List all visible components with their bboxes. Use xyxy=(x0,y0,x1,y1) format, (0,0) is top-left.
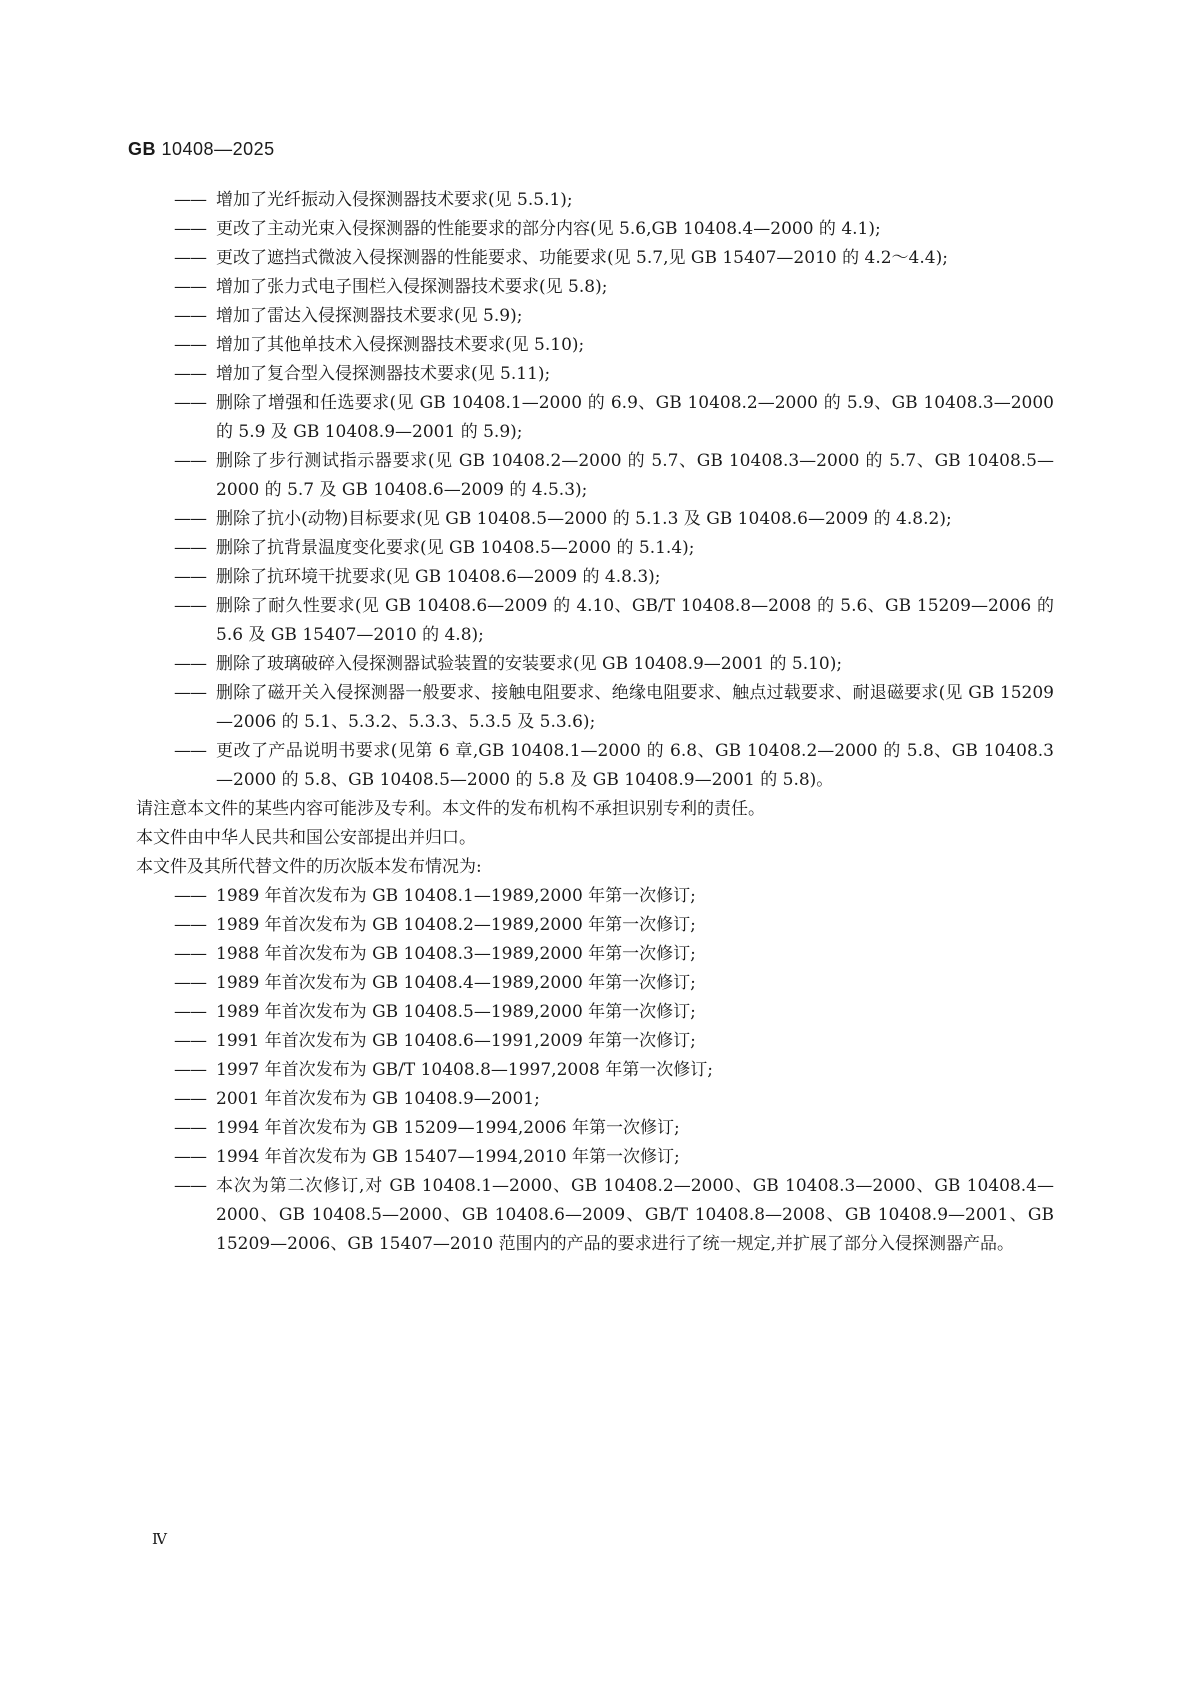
item-dash: —— xyxy=(174,190,206,210)
standard-number: 10408—2025 xyxy=(161,139,275,159)
history-text: 1994 年首次发布为 GB 15407—1994,2010 年第一次修订; xyxy=(216,1147,680,1167)
history-text: 1989 年首次发布为 GB 10408.4—1989,2000 年第一次修订; xyxy=(216,973,696,993)
history-item xyxy=(174,1143,1054,1172)
page-header xyxy=(128,139,275,160)
change-item xyxy=(174,447,1054,505)
item-dash: —— xyxy=(174,944,206,964)
change-text: 删除了磁开关入侵探测器一般要求、接触电阻要求、绝缘电阻要求、触点过载要求、耐退磁要求(见 GB 15209—2006 的 5.1、5.3.2、5.3.3、5.3.5 及 5.3.6); xyxy=(216,683,1054,732)
item-dash: —— xyxy=(174,393,206,413)
change-item xyxy=(174,186,1054,215)
item-dash: —— xyxy=(174,306,206,326)
history-text: 2001 年首次发布为 GB 10408.9—2001; xyxy=(216,1089,540,1109)
item-dash: —— xyxy=(174,1176,206,1196)
history-list xyxy=(174,882,1054,1259)
change-text: 删除了抗小(动物)目标要求(见 GB 10408.5—2000 的 5.1.3 及 GB 10408.6—2009 的 4.8.2); xyxy=(216,509,952,529)
document-body xyxy=(136,186,1054,1259)
change-text: 删除了步行测试指示器要求(见 GB 10408.2—2000 的 5.7、GB 10408.3—2000 的 5.7、GB 10408.5—2000 的 5.7 及 GB 10408.6—2009 的 4.5.3); xyxy=(216,451,1054,500)
history-item xyxy=(174,1172,1054,1259)
history-item xyxy=(174,1056,1054,1085)
item-dash: —— xyxy=(174,538,206,558)
page-number: Ⅳ xyxy=(152,1530,167,1548)
item-dash: —— xyxy=(174,219,206,239)
item-dash: —— xyxy=(174,335,206,355)
change-text: 增加了张力式电子围栏入侵探测器技术要求(见 5.8); xyxy=(216,277,608,297)
change-item xyxy=(174,360,1054,389)
item-dash: —— xyxy=(174,596,206,616)
change-text: 增加了光纤振动入侵探测器技术要求(见 5.5.1); xyxy=(216,190,573,210)
item-dash: —— xyxy=(174,364,206,384)
item-dash: —— xyxy=(174,1118,206,1138)
item-dash: —— xyxy=(174,886,206,906)
change-text: 删除了玻璃破碎入侵探测器试验装置的安装要求(见 GB 10408.9—2001 的 5.10); xyxy=(216,654,843,674)
patent-notice: 请注意本文件的某些内容可能涉及专利。本文件的发布机构不承担识别专利的责任。 xyxy=(136,799,765,819)
history-item xyxy=(174,998,1054,1027)
change-item xyxy=(174,737,1054,795)
change-text: 增加了雷达入侵探测器技术要求(见 5.9); xyxy=(216,306,523,326)
history-item xyxy=(174,969,1054,998)
change-item xyxy=(174,244,1054,273)
change-item xyxy=(174,331,1054,360)
history-text: 本次为第二次修订,对 GB 10408.1—2000、GB 10408.2—2000、GB 10408.3—2000、GB 10408.4—2000、GB 10408.5—2000、GB 10408.6—2009、GB/T 10408.8—2008、GB 10408.9—2001、GB 15209—2006、GB 15407—2010 范围内的产品的要求进行了统一规定,并扩展了部分入侵探测器产品。 xyxy=(216,1176,1054,1254)
change-text: 删除了抗环境干扰要求(见 GB 10408.6—2009 的 4.8.3); xyxy=(216,567,661,587)
history-text: 1991 年首次发布为 GB 10408.6—1991,2009 年第一次修订; xyxy=(216,1031,696,1051)
history-item xyxy=(174,940,1054,969)
change-item xyxy=(174,650,1054,679)
item-dash: —— xyxy=(174,277,206,297)
history-intro: 本文件及其所代替文件的历次版本发布情况为: xyxy=(136,857,482,877)
history-text: 1989 年首次发布为 GB 10408.2—1989,2000 年第一次修订; xyxy=(216,915,696,935)
standard-code: GB xyxy=(128,139,156,159)
history-item xyxy=(174,1027,1054,1056)
item-dash: —— xyxy=(174,973,206,993)
change-item xyxy=(174,679,1054,737)
item-dash: —— xyxy=(174,509,206,529)
history-item xyxy=(174,1085,1054,1114)
history-text: 1994 年首次发布为 GB 15209—1994,2006 年第一次修订; xyxy=(216,1118,680,1138)
change-text: 删除了抗背景温度变化要求(见 GB 10408.5—2000 的 5.1.4); xyxy=(216,538,695,558)
change-text: 删除了增强和任选要求(见 GB 10408.1—2000 的 6.9、GB 10408.2—2000 的 5.9、GB 10408.3—2000 的 5.9 及 GB 10408.9—2001 的 5.9); xyxy=(216,393,1054,442)
change-text: 更改了主动光束入侵探测器的性能要求的部分内容(见 5.6,GB 10408.4—2000 的 4.1); xyxy=(216,219,881,239)
item-dash: —— xyxy=(174,1031,206,1051)
change-item xyxy=(174,302,1054,331)
change-item xyxy=(174,505,1054,534)
change-item xyxy=(174,592,1054,650)
change-text: 增加了复合型入侵探测器技术要求(见 5.11); xyxy=(216,364,551,384)
change-text: 增加了其他单技术入侵探测器技术要求(见 5.10); xyxy=(216,335,585,355)
item-dash: —— xyxy=(174,248,206,268)
change-item xyxy=(174,534,1054,563)
item-dash: —— xyxy=(174,1002,206,1022)
history-item xyxy=(174,911,1054,940)
history-item xyxy=(174,1114,1054,1143)
item-dash: —— xyxy=(174,1060,206,1080)
item-dash: —— xyxy=(174,654,206,674)
change-text: 更改了产品说明书要求(见第 6 章,GB 10408.1—2000 的 6.8、GB 10408.2—2000 的 5.8、GB 10408.3—2000 的 5.8、GB 10408.5—2000 的 5.8 及 GB 10408.9—2001 的 5.8)。 xyxy=(216,741,1054,790)
history-text: 1989 年首次发布为 GB 10408.1—1989,2000 年第一次修订; xyxy=(216,886,696,906)
item-dash: —— xyxy=(174,451,206,471)
change-item xyxy=(174,563,1054,592)
change-text: 删除了耐久性要求(见 GB 10408.6—2009 的 4.10、GB/T 10408.8—2008 的 5.6、GB 15209—2006 的 5.6 及 GB 15407—2010 的 4.8); xyxy=(216,596,1054,645)
history-text: 1989 年首次发布为 GB 10408.5—1989,2000 年第一次修订; xyxy=(216,1002,696,1022)
item-dash: —— xyxy=(174,1089,206,1109)
history-text: 1997 年首次发布为 GB/T 10408.8—1997,2008 年第一次修订; xyxy=(216,1060,713,1080)
history-item xyxy=(174,882,1054,911)
item-dash: —— xyxy=(174,683,206,703)
item-dash: —— xyxy=(174,741,206,761)
change-text: 更改了遮挡式微波入侵探测器的性能要求、功能要求(见 5.7,见 GB 15407—2010 的 4.2～4.4); xyxy=(216,248,948,268)
proposer-statement: 本文件由中华人民共和国公安部提出并归口。 xyxy=(136,828,476,848)
change-item xyxy=(174,389,1054,447)
change-item xyxy=(174,215,1054,244)
change-list xyxy=(174,186,1054,795)
change-item xyxy=(174,273,1054,302)
item-dash: —— xyxy=(174,915,206,935)
history-text: 1988 年首次发布为 GB 10408.3—1989,2000 年第一次修订; xyxy=(216,944,696,964)
item-dash: —— xyxy=(174,1147,206,1167)
item-dash: —— xyxy=(174,567,206,587)
